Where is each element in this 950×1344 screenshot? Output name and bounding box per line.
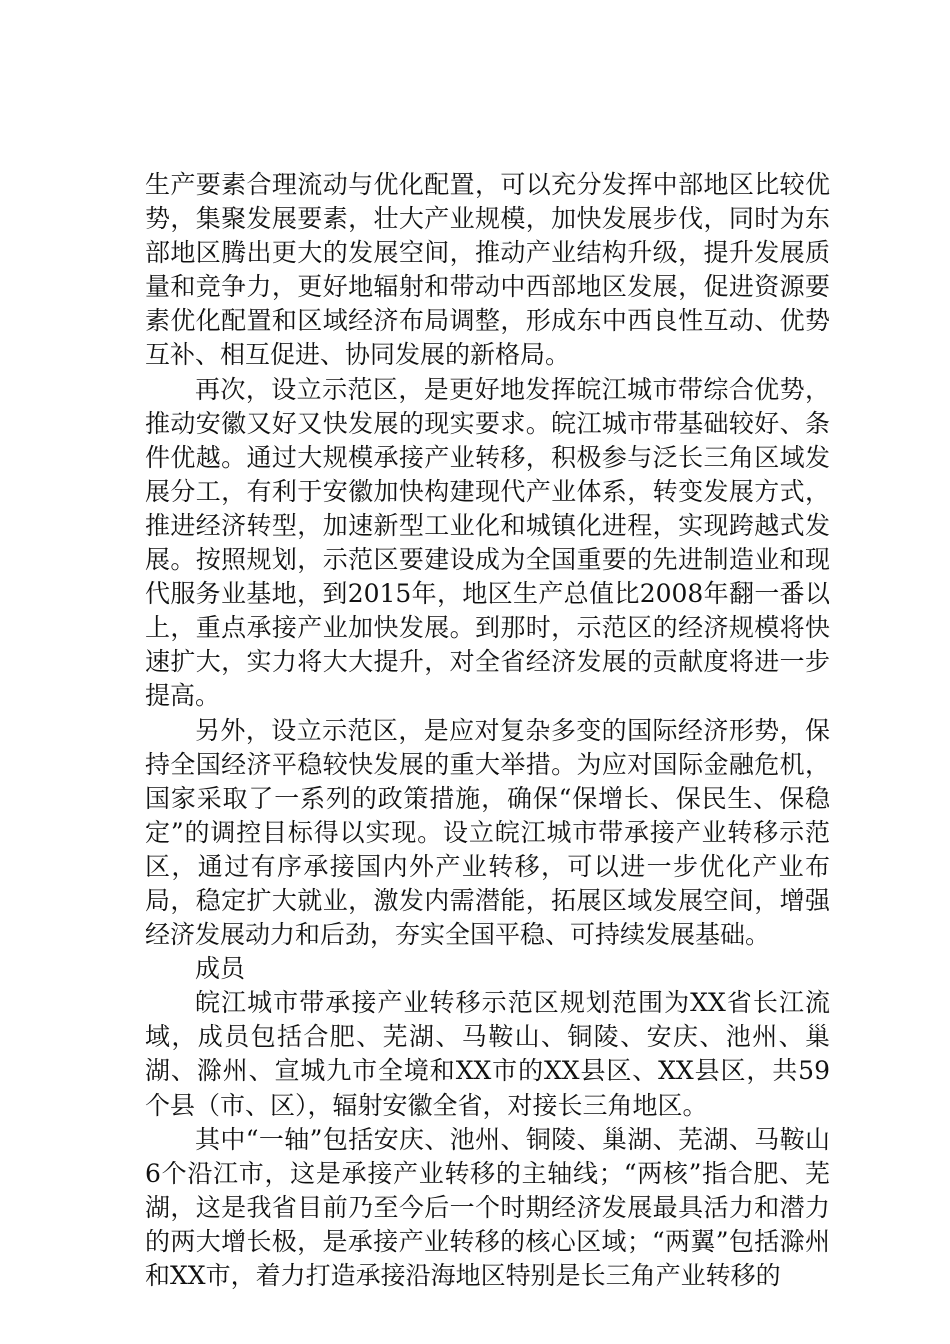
document-body xyxy=(145,168,830,1293)
paragraph-6: 其中“一轴”包括安庆、池州、铜陵、巢湖、芜湖、马鞍山6个沿江市，这是承接产业转移的主轴线；“两核”指合肥、芜湖，这是我省目前乃至今后一个时期经济发展最具活力和潜力的两大增长极，是承接产业转移的核心区域；“两翼”包括滁州和XX市，着力打造承接沿海地区特别是长三角产业转移的 xyxy=(145,1124,830,1290)
paragraph-3: 另外，设立示范区，是应对复杂多变的国际经济形势，保持全国经济平稳较快发展的重大举措。为应对国际金融危机，国家采取了一系列的政策措施，确保“保增长、保民生、保稳定”的调控目标得以实现。设立皖江城市带承接产业转移示范区，通过有序承接国内外产业转移，可以进一步优化产业布局，稳定扩大就业，激发内需潜能，拓展区域发展空间，增强经济发展动力和后劲，夯实全国平稳、可持续发展基础。 xyxy=(145,715,830,950)
paragraph-5: 皖江城市带承接产业转移示范区规划范围为XX省长江流域，成员包括合肥、芜湖、马鞍山、铜陵、安庆、池州、巢湖、滁州、宣城九市全境和XX市的XX县区、XX县区，共59个县（市、区），辐射安徽全省，对接长三角地区。 xyxy=(145,988,830,1120)
paragraph-2: 再次，设立示范区，是更好地发挥皖江城市带综合优势，推动安徽又好又快发展的现实要求。皖江城市带基础较好、条件优越。通过大规模承接产业转移，积极参与泛长三角区域发展分工，有利于安徽加快构建现代产业体系，转变发展方式，推进经济转型，加速新型工业化和城镇化进程，实现跨越式发展。按照规划，示范区要建设成为全国重要的先进制造业和现代服务业基地，到2015年，地区生产总值比2008年翻一番以上，重点承接产业加快发展。到那时，示范区的经济规模将快速扩大，实力将大大提升，对全省经济发展的贡献度将进一步提高。 xyxy=(145,374,830,711)
paragraph-1: 生产要素合理流动与优化配置，可以充分发挥中部地区比较优势，集聚发展要素，壮大产业规模，加快发展步伐，同时为东部地区腾出更大的发展空间，推动产业结构升级，提升发展质量和竞争力，更好地辐射和带动中西部地区发展，促进资源要素优化配置和区域经济布局调整，形成东中西良性互动、优势互补、相互促进、协同发展的新格局。 xyxy=(145,170,830,370)
section-heading-members: 成员 xyxy=(195,954,246,984)
